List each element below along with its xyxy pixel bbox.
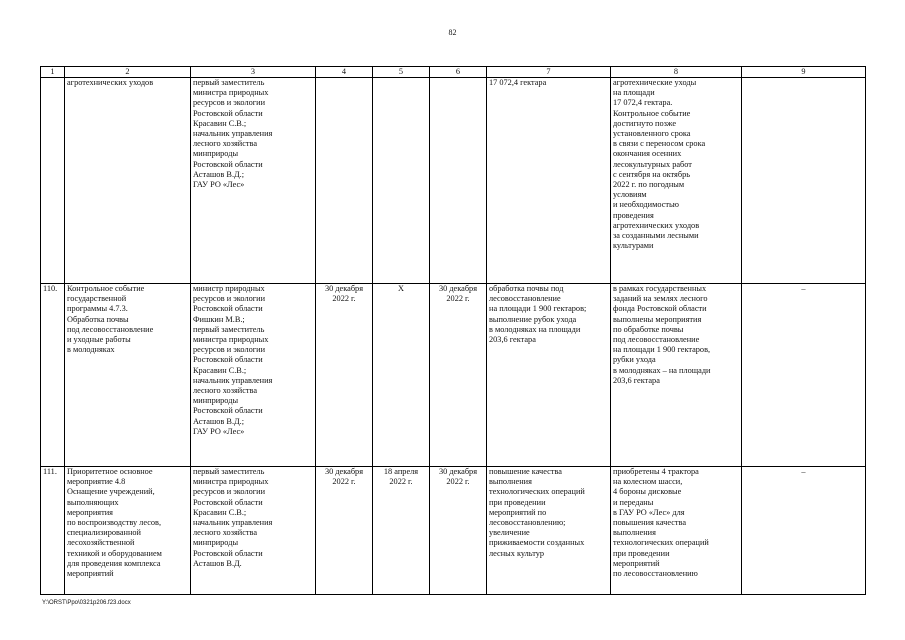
responsible: министр природных ресурсов и экологии Ростовской области Фишкин М.В.; первый заместитель министра природных ресурсов и экологии Ростовской области Красавин С.В.; начальник управления лесного хозяйства минприроды Ростовской области Асташов В.Д.; ГАУ РО «Лес» — [191, 284, 316, 467]
event-name: Контрольное событие государственной программы 4.7.3. Обработка почвы под лесовосстановление и уходные работы в молодняках — [65, 284, 191, 467]
expected-result: 17 072,4 гектара — [487, 78, 611, 284]
actual-end-date — [430, 78, 487, 284]
header-cell: 7 — [487, 67, 611, 78]
event-name: Приоритетное основное мероприятие 4.8 Оснащение учреждений, выполняющих мероприятия по воспроизводству лесов, специализированной лесохозяйственной техникой и оборудованием для проведения комплекса мероприятий — [65, 467, 191, 595]
actual-end-date: 30 декабря 2022 г. — [430, 467, 487, 595]
notes: – — [742, 467, 866, 595]
header-cell: 2 — [65, 67, 191, 78]
header-cell: 8 — [611, 67, 742, 78]
table-row — [41, 78, 866, 284]
table-header-row — [41, 67, 866, 78]
actual-start-date: Х — [373, 284, 430, 467]
report-table — [40, 66, 866, 595]
row-number — [41, 78, 65, 284]
actual-result: агротехнические уходы на площади 17 072,4 гектара. Контрольное событие достигнуто позже установленного срока в связи с переносом срока окончания осенних лесокультурных работ с сентября на октябрь 2022 г. по погодным условиям и необходимостью проведения агротехнических уходов за созданными лесными культурами — [611, 78, 742, 284]
responsible: первый заместитель министра природных ресурсов и экологии Ростовской области Красавин С.В.; начальник управления лесного хозяйства минприроды Ростовской области Асташов В.Д. — [191, 467, 316, 595]
planned-date: 30 декабря 2022 г. — [316, 284, 373, 467]
actual-end-date: 30 декабря 2022 г. — [430, 284, 487, 467]
planned-date: 30 декабря 2022 г. — [316, 467, 373, 595]
header-cell: 4 — [316, 67, 373, 78]
actual-start-date — [373, 78, 430, 284]
row-number: 111. — [41, 467, 65, 595]
header-cell: 9 — [742, 67, 866, 78]
expected-result: обработка почвы под лесовосстановление на площади 1 900 гектаров; выполнение рубок ухода в молодняках на площади 203,6 гектара — [487, 284, 611, 467]
planned-date — [316, 78, 373, 284]
event-name: агротехнических уходов — [65, 78, 191, 284]
header-cell: 5 — [373, 67, 430, 78]
row-number: 110. — [41, 284, 65, 467]
expected-result: повышение качества выполнения технологических операций при проведении мероприятий по лесовосстановлению; увеличение приживаемости созданных лесных культур — [487, 467, 611, 595]
notes: – — [742, 284, 866, 467]
header-cell: 1 — [41, 67, 65, 78]
actual-result: приобретены 4 трактора на колесном шасси, 4 бороны дисковые и переданы в ГАУ РО «Лес» для повышения качества выполнения технологических операций при проведении мероприятий по лесовосстановлению — [611, 467, 742, 595]
page-number: 82 — [448, 28, 457, 37]
actual-result: в рамках государственных заданий на землях лесного фонда Ростовской области выполнены мероприятия по обработке почвы под лесовосстановление на площади 1 900 гектаров, рубки ухода в молодняках – на площади 203,6 гектара — [611, 284, 742, 467]
header-cell: 6 — [430, 67, 487, 78]
notes — [742, 78, 866, 284]
table-row — [41, 467, 866, 595]
file-path-footer: Y:\ORST\Ppo\0321p206.f23.docx — [42, 600, 131, 606]
header-cell: 3 — [191, 67, 316, 78]
actual-start-date: 18 апреля 2022 г. — [373, 467, 430, 595]
responsible: первый заместитель министра природных ресурсов и экологии Ростовской области Красавин С.В.; начальник управления лесного хозяйства минприроды Ростовской области Асташов В.Д.; ГАУ РО «Лес» — [191, 78, 316, 284]
table-row — [41, 284, 866, 467]
